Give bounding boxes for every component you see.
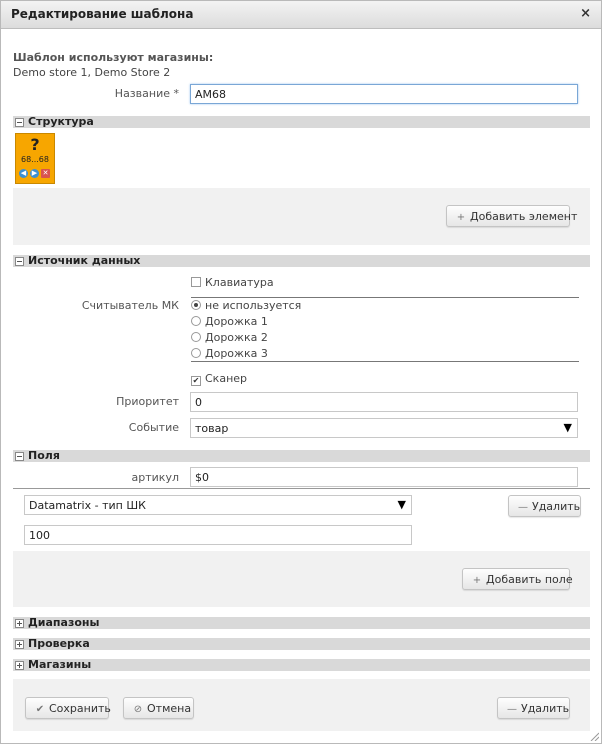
expand-icon[interactable]	[15, 661, 24, 670]
priority-label: Приоритет	[116, 395, 179, 408]
dropdown-arrow-icon: ▼	[563, 421, 572, 434]
tile-symbol: ?	[30, 135, 40, 154]
resize-grip-icon[interactable]	[589, 731, 599, 741]
save-button[interactable]: ✔ Сохранить	[25, 697, 109, 719]
collapse-icon[interactable]	[15, 118, 24, 127]
keyboard-checkbox[interactable]: Клавиатура	[191, 276, 274, 289]
expand-icon[interactable]	[15, 619, 24, 628]
remove-element-icon[interactable]: ✕	[42, 169, 49, 177]
priority-input[interactable]: 0	[190, 392, 578, 412]
stores-note-list: Demo store 1, Demo Store 2	[13, 66, 171, 79]
collapse-icon[interactable]	[15, 257, 24, 266]
section-ranges-title: Диапазоны	[28, 616, 100, 629]
divider	[191, 297, 579, 298]
move-right-icon[interactable]: ▶	[31, 169, 38, 177]
event-label: Событие	[128, 421, 179, 434]
minus-icon: —	[507, 704, 517, 715]
reader-option[interactable]: Дорожка 3	[191, 347, 268, 360]
name-label: Название *	[114, 87, 179, 100]
section-structure[interactable]	[13, 116, 590, 128]
section-data-source-title: Источник данных	[28, 254, 141, 267]
name-input[interactable]: AM68	[190, 84, 578, 104]
reader-option[interactable]: Дорожка 2	[191, 331, 268, 344]
field-name-label: артикул	[131, 471, 179, 484]
divider	[13, 488, 590, 489]
field-length-input[interactable]: 100	[24, 525, 412, 545]
reader-option[interactable]: Дорожка 1	[191, 315, 268, 328]
delete-template-button[interactable]: — Удалить	[497, 697, 570, 719]
section-structure-title: Структура	[28, 115, 94, 128]
dropdown-arrow-icon: ▼	[397, 498, 406, 511]
dialog-titlebar[interactable]	[1, 1, 601, 29]
close-icon[interactable]: ×	[580, 6, 591, 21]
stores-note-heading: Шаблон используют магазины:	[13, 51, 214, 64]
section-stores-title: Магазины	[28, 658, 92, 671]
section-fields-title: Поля	[28, 449, 60, 462]
delete-field-button[interactable]: — Удалить	[508, 495, 581, 517]
scanner-checkbox[interactable]: ✔ Сканер	[192, 372, 248, 385]
check-icon: ✔	[35, 704, 45, 715]
divider	[191, 361, 579, 362]
reader-label: Считыватель МК	[81, 299, 179, 312]
minus-icon: —	[518, 502, 528, 513]
section-stores[interactable]	[13, 659, 590, 671]
radio-icon	[191, 316, 201, 326]
checkbox-checked-icon: ✔	[192, 376, 200, 385]
section-check[interactable]	[13, 638, 590, 650]
section-data-source[interactable]	[13, 255, 590, 267]
reader-option[interactable]: не используется	[191, 299, 301, 312]
tile-range: 68...68	[21, 155, 49, 164]
section-fields[interactable]	[13, 450, 590, 462]
structure-element-tile[interactable]	[15, 133, 55, 184]
plus-icon: +	[472, 575, 482, 586]
dialog-title: Редактирование шаблона	[11, 7, 194, 21]
checkbox-icon	[191, 277, 201, 287]
collapse-icon[interactable]	[15, 452, 24, 461]
section-ranges[interactable]	[13, 617, 590, 629]
field-value-input[interactable]: $0	[190, 467, 578, 487]
move-left-icon[interactable]: ◀	[20, 169, 27, 177]
add-field-button[interactable]: + Добавить поле	[462, 568, 570, 590]
event-select[interactable]: товар ▼	[190, 418, 578, 438]
plus-icon: +	[456, 212, 466, 223]
radio-icon	[191, 300, 201, 310]
barcode-type-select[interactable]: Datamatrix - тип ШК ▼	[24, 495, 412, 515]
add-element-button[interactable]: + Добавить элемент	[446, 205, 570, 227]
radio-icon	[191, 348, 201, 358]
expand-icon[interactable]	[15, 640, 24, 649]
stores-note	[13, 51, 213, 79]
radio-icon	[191, 332, 201, 342]
cancel-button[interactable]: ⊘ Отмена	[123, 697, 194, 719]
section-check-title: Проверка	[28, 637, 90, 650]
cancel-icon: ⊘	[133, 704, 143, 715]
